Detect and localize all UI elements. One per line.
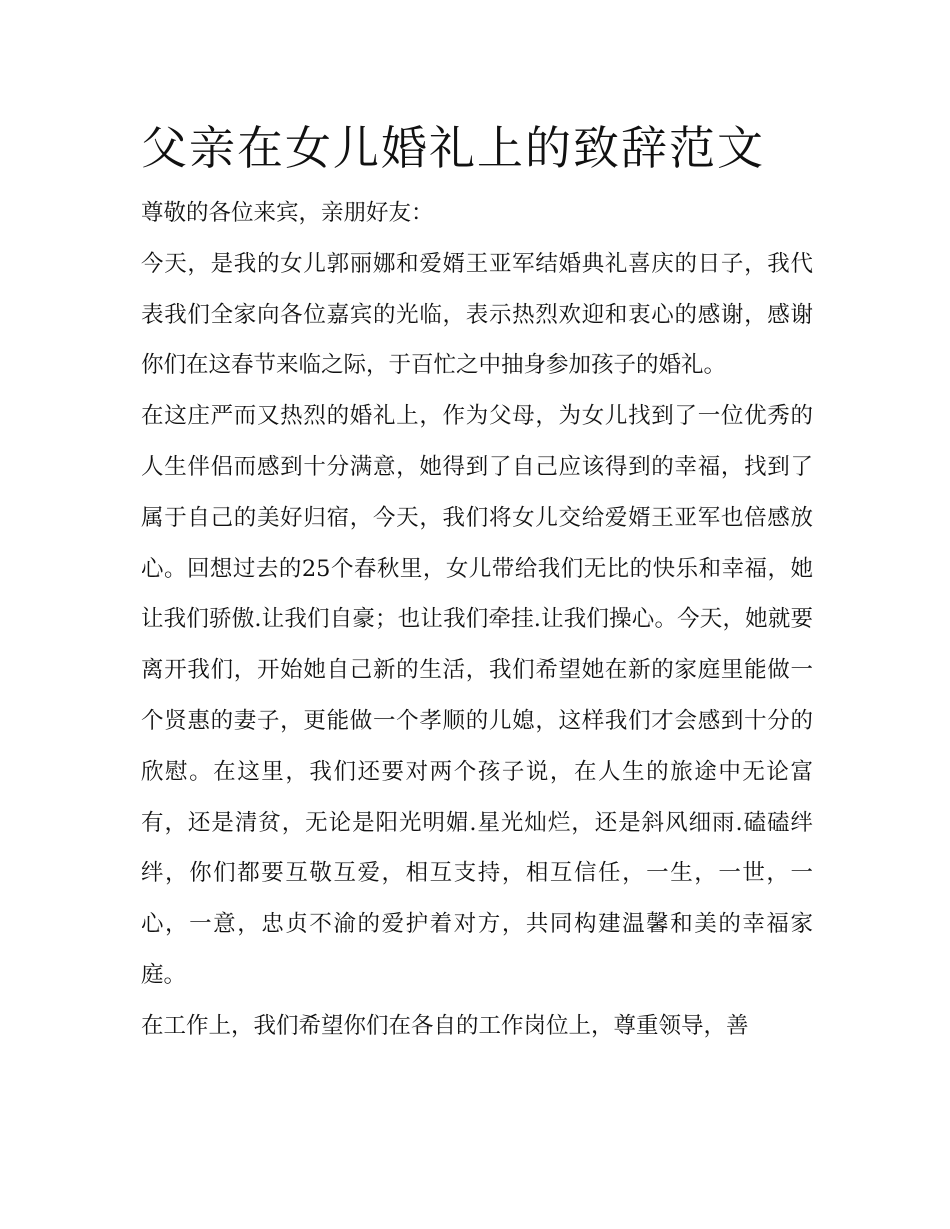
opening-paragraph: 今天，是我的女儿郭丽娜和爱婿王亚军结婚典礼喜庆的日子，我代表我们全家向各位嘉宾的光临，表示热烈欢迎和衷心的感谢，感谢你们在这春节来临之际，于百忙之中抽身参加孩子的婚礼。 xyxy=(141,250,813,379)
greeting-paragraph: 尊敬的各位来宾，亲朋好友： xyxy=(141,200,434,226)
document-title: 父亲在女儿婚礼上的致辞范文 xyxy=(141,121,765,175)
document-page xyxy=(141,118,813,1052)
blessing-paragraph: 在这庄严而又热烈的婚礼上，作为父母，为女儿找到了一位优秀的人生伴侣而感到十分满意，她得到了自己应该得到的幸福，找到了属于自己的美好归宿，今天，我们将女儿交给爱婿王亚军也倍感放心。回想过去的25个春秋里，女儿带给我们无比的快乐和幸福，她让我们骄傲.让我们自豪；也让我们牵挂.让我们操心。今天，她就要离开我们，开始她自己新的生活，我们希望她在新的家庭里能做一个贤惠的妻子，更能做一个孝顺的儿媳，这样我们才会感到十分的欣慰。在这里，我们还要对两个孩子说，在人生的旅途中无论富有，还是清贫，无论是阳光明媚.星光灿烂，还是斜风细雨.磕磕绊绊，你们都要互敬互爱，相互支持，相互信任，一生，一世，一心，一意，忠贞不渝的爱护着对方，共同构建温馨和美的幸福家庭。 xyxy=(141,403,813,988)
work-paragraph: 在工作上，我们希望你们在各自的工作岗位上，尊重领导，善 xyxy=(141,1012,749,1039)
